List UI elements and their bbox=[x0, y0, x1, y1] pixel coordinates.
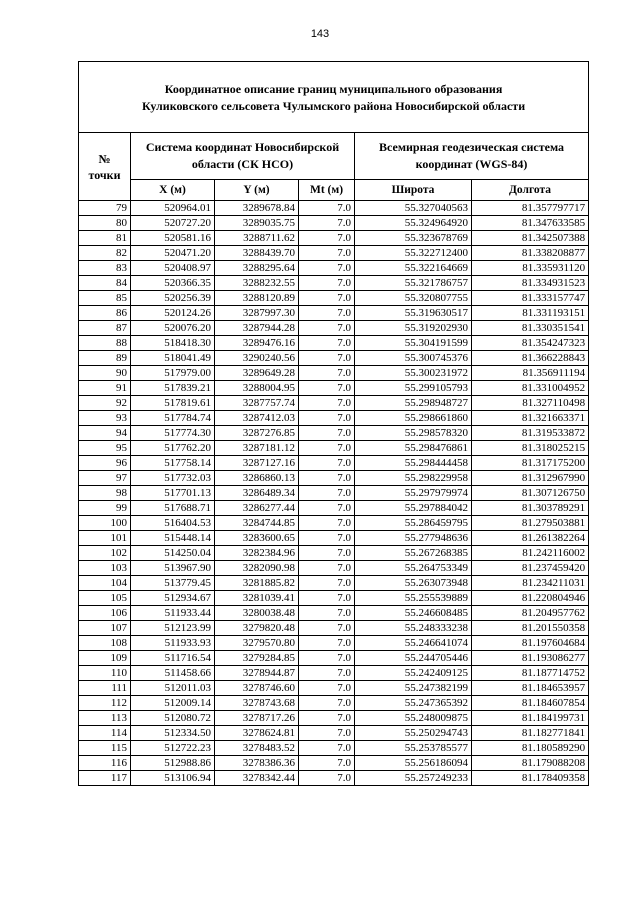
point-number-symbol: № bbox=[98, 151, 111, 166]
longitude-cell: 81.321663371 bbox=[472, 411, 589, 426]
point-number-cell: 110 bbox=[79, 666, 131, 681]
latitude-cell: 55.264753349 bbox=[355, 561, 472, 576]
table-row bbox=[79, 771, 589, 786]
table-row bbox=[79, 231, 589, 246]
wgs-system-header bbox=[355, 133, 589, 180]
table-row bbox=[79, 516, 589, 531]
table-row bbox=[79, 351, 589, 366]
y-cell: 3278944.87 bbox=[215, 666, 299, 681]
table-row bbox=[79, 696, 589, 711]
y-cell: 3281885.82 bbox=[215, 576, 299, 591]
mt-cell: 7.0 bbox=[299, 441, 355, 456]
table-title-line-1: Координатное описание границ муниципального образования bbox=[164, 82, 503, 96]
y-cell: 3282384.96 bbox=[215, 546, 299, 561]
latitude-cell: 55.242409125 bbox=[355, 666, 472, 681]
table-row bbox=[79, 591, 589, 606]
table-row bbox=[79, 426, 589, 441]
mt-cell: 7.0 bbox=[299, 726, 355, 741]
y-cell: 3287757.74 bbox=[215, 396, 299, 411]
point-number-cell: 107 bbox=[79, 621, 131, 636]
mt-cell: 7.0 bbox=[299, 216, 355, 231]
table-row bbox=[79, 261, 589, 276]
longitude-cell: 81.347633585 bbox=[472, 216, 589, 231]
longitude-cell: 81.312967990 bbox=[472, 471, 589, 486]
x-cell: 512080.72 bbox=[131, 711, 215, 726]
point-number-cell: 117 bbox=[79, 771, 131, 786]
x-cell: 511933.93 bbox=[131, 636, 215, 651]
y-cell: 3287412.03 bbox=[215, 411, 299, 426]
latitude-cell: 55.297979974 bbox=[355, 486, 472, 501]
point-number-cell: 112 bbox=[79, 696, 131, 711]
longitude-cell: 81.303789291 bbox=[472, 501, 589, 516]
point-number-cell: 102 bbox=[79, 546, 131, 561]
longitude-cell: 81.342507388 bbox=[472, 231, 589, 246]
point-number-cell: 113 bbox=[79, 711, 131, 726]
longitude-cell: 81.331004952 bbox=[472, 381, 589, 396]
x-cell: 512934.67 bbox=[131, 591, 215, 606]
longitude-cell: 81.357797717 bbox=[472, 201, 589, 216]
mt-cell: 7.0 bbox=[299, 366, 355, 381]
y-cell: 3290240.56 bbox=[215, 351, 299, 366]
x-cell: 513106.94 bbox=[131, 771, 215, 786]
longitude-cell: 81.366228843 bbox=[472, 351, 589, 366]
longitude-cell: 81.220804946 bbox=[472, 591, 589, 606]
point-number-cell: 94 bbox=[79, 426, 131, 441]
latitude-cell: 55.244705446 bbox=[355, 651, 472, 666]
y-cell: 3288439.70 bbox=[215, 246, 299, 261]
latitude-cell: 55.298444458 bbox=[355, 456, 472, 471]
point-number-cell: 83 bbox=[79, 261, 131, 276]
x-cell: 512334.50 bbox=[131, 726, 215, 741]
latitude-cell: 55.247365392 bbox=[355, 696, 472, 711]
table-row bbox=[79, 306, 589, 321]
mt-cell: 7.0 bbox=[299, 321, 355, 336]
y-cell: 3286860.13 bbox=[215, 471, 299, 486]
table-row bbox=[79, 666, 589, 681]
longitude-cell: 81.237459420 bbox=[472, 561, 589, 576]
table-row bbox=[79, 726, 589, 741]
mt-cell: 7.0 bbox=[299, 381, 355, 396]
longitude-cell: 81.331193151 bbox=[472, 306, 589, 321]
x-cell: 517819.61 bbox=[131, 396, 215, 411]
mt-cell: 7.0 bbox=[299, 771, 355, 786]
table-row bbox=[79, 636, 589, 651]
point-number-cell: 86 bbox=[79, 306, 131, 321]
nso-system-line-1: Система координат Новосибирской bbox=[145, 140, 340, 154]
point-number-cell: 89 bbox=[79, 351, 131, 366]
point-number-cell: 90 bbox=[79, 366, 131, 381]
latitude-cell: 55.320807755 bbox=[355, 291, 472, 306]
mt-cell: 7.0 bbox=[299, 306, 355, 321]
table-row bbox=[79, 471, 589, 486]
longitude-cell: 81.330351541 bbox=[472, 321, 589, 336]
table-title-line-2: Куликовского сельсовета Чулымского района Новосибирской области bbox=[141, 99, 526, 113]
mt-cell: 7.0 bbox=[299, 276, 355, 291]
longitude-cell: 81.184653957 bbox=[472, 681, 589, 696]
mt-cell: 7.0 bbox=[299, 516, 355, 531]
table-row bbox=[79, 621, 589, 636]
latitude-cell: 55.297884042 bbox=[355, 501, 472, 516]
latitude-cell: 55.248009875 bbox=[355, 711, 472, 726]
point-number-cell: 115 bbox=[79, 741, 131, 756]
y-cell: 3287276.85 bbox=[215, 426, 299, 441]
mt-cell: 7.0 bbox=[299, 456, 355, 471]
x-cell: 511458.66 bbox=[131, 666, 215, 681]
y-cell: 3278483.52 bbox=[215, 741, 299, 756]
mt-cell: 7.0 bbox=[299, 666, 355, 681]
point-number-cell: 106 bbox=[79, 606, 131, 621]
mt-cell: 7.0 bbox=[299, 636, 355, 651]
nso-system-line-2: области (СК НСО) bbox=[191, 157, 294, 171]
x-cell: 517758.14 bbox=[131, 456, 215, 471]
y-cell: 3289035.75 bbox=[215, 216, 299, 231]
x-cell: 517839.21 bbox=[131, 381, 215, 396]
x-cell: 520124.26 bbox=[131, 306, 215, 321]
table-row bbox=[79, 381, 589, 396]
x-cell: 514250.04 bbox=[131, 546, 215, 561]
point-number-cell: 79 bbox=[79, 201, 131, 216]
longitude-cell: 81.234211031 bbox=[472, 576, 589, 591]
mt-cell: 7.0 bbox=[299, 201, 355, 216]
longitude-cell: 81.356911194 bbox=[472, 366, 589, 381]
mt-cell: 7.0 bbox=[299, 606, 355, 621]
latitude-cell: 55.304191599 bbox=[355, 336, 472, 351]
nso-system-header bbox=[131, 133, 355, 180]
table-row bbox=[79, 561, 589, 576]
y-cell: 3287944.28 bbox=[215, 321, 299, 336]
x-cell: 512988.86 bbox=[131, 756, 215, 771]
mt-cell: 7.0 bbox=[299, 471, 355, 486]
longitude-cell: 81.338208877 bbox=[472, 246, 589, 261]
x-cell: 517979.00 bbox=[131, 366, 215, 381]
point-number-cell: 98 bbox=[79, 486, 131, 501]
y-cell: 3278624.81 bbox=[215, 726, 299, 741]
point-number-cell: 95 bbox=[79, 441, 131, 456]
x-cell: 520256.39 bbox=[131, 291, 215, 306]
table-row bbox=[79, 681, 589, 696]
latitude-cell: 55.324964920 bbox=[355, 216, 472, 231]
x-cell: 512011.03 bbox=[131, 681, 215, 696]
point-number-cell: 101 bbox=[79, 531, 131, 546]
x-cell: 520366.35 bbox=[131, 276, 215, 291]
x-cell: 512009.14 bbox=[131, 696, 215, 711]
point-number-cell: 114 bbox=[79, 726, 131, 741]
longitude-cell: 81.354247323 bbox=[472, 336, 589, 351]
x-cell: 520964.01 bbox=[131, 201, 215, 216]
mt-cell: 7.0 bbox=[299, 426, 355, 441]
table-row bbox=[79, 336, 589, 351]
point-number-cell: 91 bbox=[79, 381, 131, 396]
mt-cell: 7.0 bbox=[299, 291, 355, 306]
point-number-header bbox=[79, 133, 131, 201]
latitude-cell: 55.298578320 bbox=[355, 426, 472, 441]
latitude-cell: 55.247382199 bbox=[355, 681, 472, 696]
y-cell: 3278746.60 bbox=[215, 681, 299, 696]
point-number-cell: 80 bbox=[79, 216, 131, 231]
mt-cell: 7.0 bbox=[299, 591, 355, 606]
point-number-cell: 109 bbox=[79, 651, 131, 666]
longitude-cell: 81.182771841 bbox=[472, 726, 589, 741]
x-cell: 517688.71 bbox=[131, 501, 215, 516]
latitude-cell: 55.248333238 bbox=[355, 621, 472, 636]
x-cell: 515448.14 bbox=[131, 531, 215, 546]
table-row bbox=[79, 531, 589, 546]
table-row bbox=[79, 456, 589, 471]
point-number-cell: 104 bbox=[79, 576, 131, 591]
longitude-cell: 81.242116002 bbox=[472, 546, 589, 561]
latitude-cell: 55.321786757 bbox=[355, 276, 472, 291]
column-header-row bbox=[79, 180, 589, 201]
table-title bbox=[79, 62, 589, 133]
latitude-cell: 55.300231972 bbox=[355, 366, 472, 381]
mt-cell: 7.0 bbox=[299, 576, 355, 591]
column-header-y: Y (м) bbox=[215, 180, 299, 201]
y-cell: 3286489.34 bbox=[215, 486, 299, 501]
mt-cell: 7.0 bbox=[299, 711, 355, 726]
mt-cell: 7.0 bbox=[299, 651, 355, 666]
table-row bbox=[79, 741, 589, 756]
longitude-cell: 81.307126750 bbox=[472, 486, 589, 501]
x-cell: 518418.30 bbox=[131, 336, 215, 351]
y-cell: 3279820.48 bbox=[215, 621, 299, 636]
wgs-system-line-2: координат (WGS-84) bbox=[415, 157, 528, 171]
table-row bbox=[79, 216, 589, 231]
latitude-cell: 55.300745376 bbox=[355, 351, 472, 366]
system-header-row bbox=[79, 133, 589, 180]
y-cell: 3280038.48 bbox=[215, 606, 299, 621]
y-cell: 3278743.68 bbox=[215, 696, 299, 711]
longitude-cell: 81.193086277 bbox=[472, 651, 589, 666]
longitude-cell: 81.333157747 bbox=[472, 291, 589, 306]
table-body bbox=[79, 201, 589, 786]
latitude-cell: 55.256186094 bbox=[355, 756, 472, 771]
y-cell: 3279570.80 bbox=[215, 636, 299, 651]
y-cell: 3278386.36 bbox=[215, 756, 299, 771]
mt-cell: 7.0 bbox=[299, 486, 355, 501]
mt-cell: 7.0 bbox=[299, 621, 355, 636]
longitude-cell: 81.327110498 bbox=[472, 396, 589, 411]
x-cell: 520076.20 bbox=[131, 321, 215, 336]
column-header-latitude: Широта bbox=[355, 180, 472, 201]
x-cell: 517732.03 bbox=[131, 471, 215, 486]
table-row bbox=[79, 366, 589, 381]
mt-cell: 7.0 bbox=[299, 681, 355, 696]
point-number-cell: 88 bbox=[79, 336, 131, 351]
latitude-cell: 55.319630517 bbox=[355, 306, 472, 321]
x-cell: 511933.44 bbox=[131, 606, 215, 621]
x-cell: 520471.20 bbox=[131, 246, 215, 261]
latitude-cell: 55.298476861 bbox=[355, 441, 472, 456]
table-title-row bbox=[79, 62, 589, 133]
x-cell: 517774.30 bbox=[131, 426, 215, 441]
y-cell: 3288295.64 bbox=[215, 261, 299, 276]
latitude-cell: 55.246608485 bbox=[355, 606, 472, 621]
wgs-system-line-1: Всемирная геодезическая система bbox=[379, 140, 565, 154]
longitude-cell: 81.179088208 bbox=[472, 756, 589, 771]
point-number-cell: 85 bbox=[79, 291, 131, 306]
y-cell: 3287181.12 bbox=[215, 441, 299, 456]
table-row bbox=[79, 201, 589, 216]
y-cell: 3286277.44 bbox=[215, 501, 299, 516]
y-cell: 3278717.26 bbox=[215, 711, 299, 726]
y-cell: 3281039.41 bbox=[215, 591, 299, 606]
table-row bbox=[79, 576, 589, 591]
column-header-longitude: Долгота bbox=[472, 180, 589, 201]
longitude-cell: 81.318025215 bbox=[472, 441, 589, 456]
point-number-cell: 108 bbox=[79, 636, 131, 651]
point-number-cell: 87 bbox=[79, 321, 131, 336]
mt-cell: 7.0 bbox=[299, 531, 355, 546]
y-cell: 3288120.89 bbox=[215, 291, 299, 306]
point-number-cell: 97 bbox=[79, 471, 131, 486]
point-number-cell: 103 bbox=[79, 561, 131, 576]
table-row bbox=[79, 396, 589, 411]
point-number-cell: 105 bbox=[79, 591, 131, 606]
longitude-cell: 81.334931523 bbox=[472, 276, 589, 291]
table-row bbox=[79, 276, 589, 291]
latitude-cell: 55.327040563 bbox=[355, 201, 472, 216]
latitude-cell: 55.246641074 bbox=[355, 636, 472, 651]
mt-cell: 7.0 bbox=[299, 561, 355, 576]
latitude-cell: 55.267268385 bbox=[355, 546, 472, 561]
y-cell: 3282090.98 bbox=[215, 561, 299, 576]
y-cell: 3287127.16 bbox=[215, 456, 299, 471]
mt-cell: 7.0 bbox=[299, 411, 355, 426]
point-number-cell: 96 bbox=[79, 456, 131, 471]
longitude-cell: 81.204957762 bbox=[472, 606, 589, 621]
y-cell: 3278342.44 bbox=[215, 771, 299, 786]
longitude-cell: 81.261382264 bbox=[472, 531, 589, 546]
point-number-cell: 84 bbox=[79, 276, 131, 291]
y-cell: 3289649.28 bbox=[215, 366, 299, 381]
latitude-cell: 55.298661860 bbox=[355, 411, 472, 426]
mt-cell: 7.0 bbox=[299, 696, 355, 711]
point-number-cell: 99 bbox=[79, 501, 131, 516]
longitude-cell: 81.317175200 bbox=[472, 456, 589, 471]
longitude-cell: 81.201550358 bbox=[472, 621, 589, 636]
x-cell: 516404.53 bbox=[131, 516, 215, 531]
x-cell: 513779.45 bbox=[131, 576, 215, 591]
x-cell: 520727.20 bbox=[131, 216, 215, 231]
table-row bbox=[79, 486, 589, 501]
table-row bbox=[79, 651, 589, 666]
point-number-cell: 93 bbox=[79, 411, 131, 426]
table-row bbox=[79, 756, 589, 771]
point-number-cell: 82 bbox=[79, 246, 131, 261]
y-cell: 3288711.62 bbox=[215, 231, 299, 246]
x-cell: 520408.97 bbox=[131, 261, 215, 276]
point-number-word: точки bbox=[88, 167, 121, 182]
latitude-cell: 55.253785577 bbox=[355, 741, 472, 756]
longitude-cell: 81.184199731 bbox=[472, 711, 589, 726]
x-cell: 512722.23 bbox=[131, 741, 215, 756]
y-cell: 3288004.95 bbox=[215, 381, 299, 396]
y-cell: 3289476.16 bbox=[215, 336, 299, 351]
mt-cell: 7.0 bbox=[299, 246, 355, 261]
longitude-cell: 81.184607854 bbox=[472, 696, 589, 711]
mt-cell: 7.0 bbox=[299, 351, 355, 366]
point-number-cell: 92 bbox=[79, 396, 131, 411]
mt-cell: 7.0 bbox=[299, 501, 355, 516]
latitude-cell: 55.299105793 bbox=[355, 381, 472, 396]
mt-cell: 7.0 bbox=[299, 231, 355, 246]
y-cell: 3289678.84 bbox=[215, 201, 299, 216]
latitude-cell: 55.255539889 bbox=[355, 591, 472, 606]
longitude-cell: 81.187714752 bbox=[472, 666, 589, 681]
table-row bbox=[79, 321, 589, 336]
latitude-cell: 55.286459795 bbox=[355, 516, 472, 531]
table-row bbox=[79, 246, 589, 261]
y-cell: 3279284.85 bbox=[215, 651, 299, 666]
longitude-cell: 81.335931120 bbox=[472, 261, 589, 276]
column-header-x: X (м) bbox=[131, 180, 215, 201]
longitude-cell: 81.319533872 bbox=[472, 426, 589, 441]
latitude-cell: 55.277948636 bbox=[355, 531, 472, 546]
x-cell: 520581.16 bbox=[131, 231, 215, 246]
latitude-cell: 55.250294743 bbox=[355, 726, 472, 741]
latitude-cell: 55.257249233 bbox=[355, 771, 472, 786]
longitude-cell: 81.197604684 bbox=[472, 636, 589, 651]
longitude-cell: 81.178409358 bbox=[472, 771, 589, 786]
y-cell: 3284744.85 bbox=[215, 516, 299, 531]
longitude-cell: 81.180589290 bbox=[472, 741, 589, 756]
table-row bbox=[79, 441, 589, 456]
latitude-cell: 55.298948727 bbox=[355, 396, 472, 411]
point-number-cell: 81 bbox=[79, 231, 131, 246]
latitude-cell: 55.298229958 bbox=[355, 471, 472, 486]
point-number-cell: 116 bbox=[79, 756, 131, 771]
x-cell: 518041.49 bbox=[131, 351, 215, 366]
column-header-mt: Mt (м) bbox=[299, 180, 355, 201]
mt-cell: 7.0 bbox=[299, 756, 355, 771]
latitude-cell: 55.263073948 bbox=[355, 576, 472, 591]
y-cell: 3287997.30 bbox=[215, 306, 299, 321]
y-cell: 3288232.55 bbox=[215, 276, 299, 291]
table-row bbox=[79, 411, 589, 426]
latitude-cell: 55.322164669 bbox=[355, 261, 472, 276]
longitude-cell: 81.279503881 bbox=[472, 516, 589, 531]
table-row bbox=[79, 501, 589, 516]
mt-cell: 7.0 bbox=[299, 741, 355, 756]
coordinates-table bbox=[78, 61, 589, 786]
mt-cell: 7.0 bbox=[299, 336, 355, 351]
x-cell: 513967.90 bbox=[131, 561, 215, 576]
x-cell: 517762.20 bbox=[131, 441, 215, 456]
table-row bbox=[79, 291, 589, 306]
x-cell: 512123.99 bbox=[131, 621, 215, 636]
point-number-cell: 111 bbox=[79, 681, 131, 696]
latitude-cell: 55.319202930 bbox=[355, 321, 472, 336]
page-number: 143 bbox=[310, 28, 330, 40]
point-number-cell: 100 bbox=[79, 516, 131, 531]
x-cell: 517784.74 bbox=[131, 411, 215, 426]
mt-cell: 7.0 bbox=[299, 546, 355, 561]
latitude-cell: 55.323678769 bbox=[355, 231, 472, 246]
table-row bbox=[79, 606, 589, 621]
table-row bbox=[79, 711, 589, 726]
x-cell: 517701.13 bbox=[131, 486, 215, 501]
mt-cell: 7.0 bbox=[299, 261, 355, 276]
latitude-cell: 55.322712400 bbox=[355, 246, 472, 261]
x-cell: 511716.54 bbox=[131, 651, 215, 666]
table-row bbox=[79, 546, 589, 561]
mt-cell: 7.0 bbox=[299, 396, 355, 411]
y-cell: 3283600.65 bbox=[215, 531, 299, 546]
